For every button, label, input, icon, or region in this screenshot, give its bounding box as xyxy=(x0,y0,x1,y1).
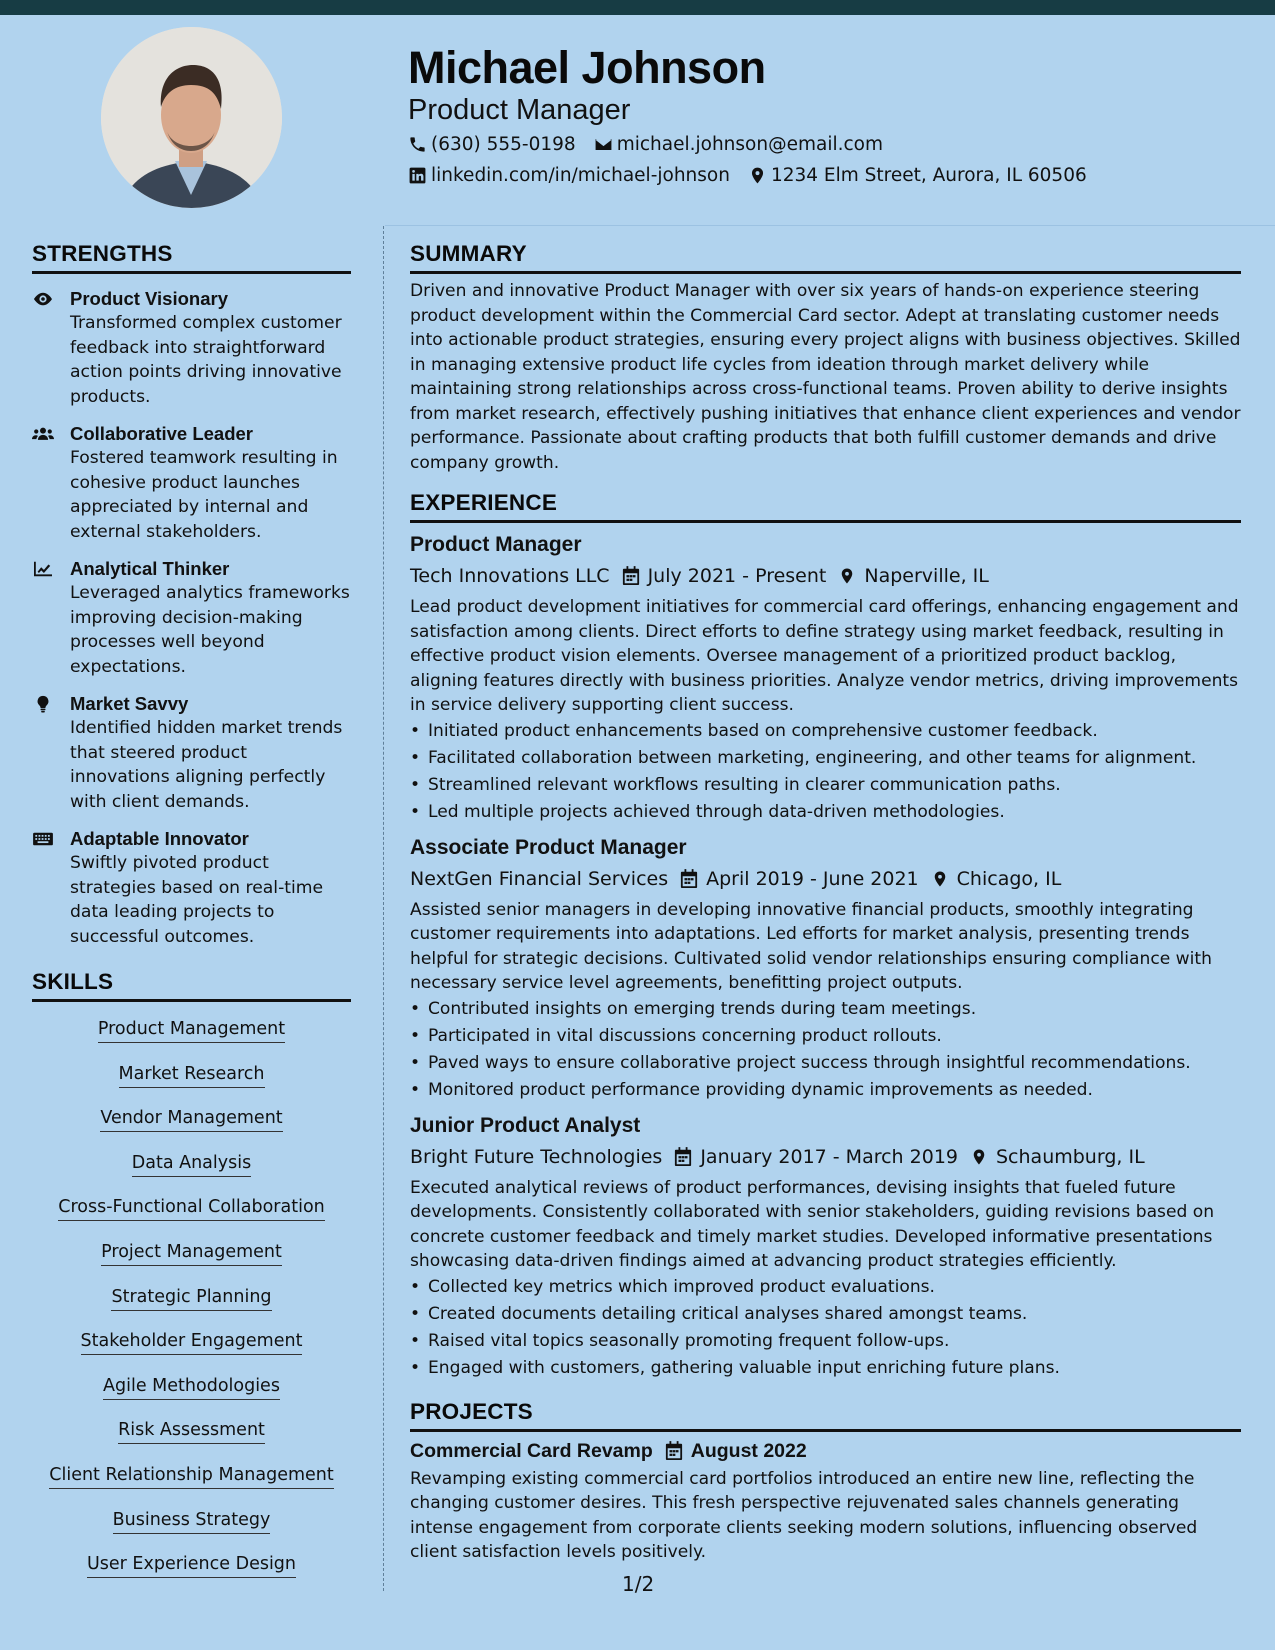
skill-tag: Vendor Management xyxy=(100,1106,282,1132)
skill-tag: Agile Methodologies xyxy=(103,1374,280,1400)
strength-title: Market Savvy xyxy=(70,693,189,714)
strength-desc: Transformed complex customer feedback into straightforward action points driving innovative products. xyxy=(70,313,342,407)
strength-item xyxy=(32,422,351,544)
strength-desc: Leveraged analytics frameworks improving decision-making processes well beyond expectations. xyxy=(70,583,350,677)
experience-heading: EXPERIENCE xyxy=(410,490,1241,523)
projects-heading: PROJECTS xyxy=(410,1399,1241,1432)
strength-desc: Swiftly pivoted product strategies based on real-time data leading projects to successful outcomes. xyxy=(70,853,324,947)
strengths-heading: STRENGTHS xyxy=(32,241,351,274)
company-name: NextGen Financial Services xyxy=(410,867,669,890)
skills-heading: SKILLS xyxy=(32,969,351,1002)
skill-tag: Strategic Planning xyxy=(111,1285,271,1311)
contact-row-1 xyxy=(408,134,901,155)
job-dates: January 2017 - March 2019 xyxy=(700,1145,958,1168)
list-item: • Contributed insights on emerging trends during team meetings. xyxy=(410,996,1241,1023)
address-item xyxy=(748,165,1087,186)
skill-tag: Data Analysis xyxy=(132,1151,251,1177)
strength-item xyxy=(32,827,351,949)
skill-tag: Stakeholder Engagement xyxy=(81,1329,303,1355)
job-entry xyxy=(410,835,1241,1104)
job-description: Executed analytical reviews of product performances, devising insights that fueled future developments. Consistently collaborated with senior stakeholders, guiding revisions based on concrete customer feedback and timely market studies. Developed informative presentations showcasing data-driven findings aimed at advancing product strategies efficiently. xyxy=(410,1177,1215,1271)
job-bullets xyxy=(410,996,1241,1104)
top-bar xyxy=(0,0,1275,15)
job-location: Chicago, IL xyxy=(956,867,1062,890)
calendar-icon xyxy=(665,1441,683,1461)
calendar-icon xyxy=(622,566,640,586)
header-divider xyxy=(385,225,1275,226)
map-pin-icon xyxy=(931,869,949,889)
strength-title: Collaborative Leader xyxy=(70,423,254,444)
avatar xyxy=(101,27,282,208)
person-name: Michael Johnson xyxy=(408,42,766,93)
skill-tag: Project Management xyxy=(101,1240,282,1266)
skill-tag: Business Strategy xyxy=(113,1508,271,1534)
job-bullets xyxy=(410,718,1241,826)
contact-row-2 xyxy=(408,165,1105,186)
project-description: Revamping existing commercial card portfolios introduced an entire new line, reflecting the changing customer desires. This fresh perspective rejuvenated sales channels generating intense engagement from corporate clients seeking modern solutions, influencing observed client satisfaction levels positively. xyxy=(410,1468,1198,1562)
address-text: 1234 Elm Street, Aurora, IL 60506 xyxy=(770,165,1087,186)
job-entry xyxy=(410,1113,1241,1382)
job-title: Associate Product Manager xyxy=(410,835,687,859)
job-description: Lead product development initiatives for commercial card offerings, enhancing engagement and satisfaction among clients. Direct efforts to define strategy using market feedback, resulting in effective product vision elements. Oversee management of a prioritized product backlog, aligning features directly with business priorities. Analyze vendor metrics, driving improvements in service delivery supporting client success. xyxy=(410,597,1239,715)
map-pin-icon xyxy=(838,566,856,586)
strength-item xyxy=(32,557,351,679)
strength-title: Adaptable Innovator xyxy=(70,828,249,849)
lightbulb-icon xyxy=(32,695,54,713)
left-column xyxy=(32,241,351,1592)
job-title: Junior Product Analyst xyxy=(410,1113,641,1137)
email-text[interactable]: michael.johnson@email.com xyxy=(616,134,884,155)
list-item: • Engaged with customers, gathering valuable input enriching future plans. xyxy=(410,1355,1241,1382)
calendar-icon xyxy=(674,1147,692,1167)
right-column xyxy=(410,241,1241,1565)
phone-icon xyxy=(408,135,427,154)
page-number: 1/2 xyxy=(622,1572,655,1596)
skill-tag: User Experience Design xyxy=(87,1552,296,1578)
job-dates: July 2021 - Present xyxy=(647,565,827,587)
users-icon xyxy=(32,425,54,443)
map-pin-icon xyxy=(970,1147,988,1167)
list-item: • Participated in vital discussions concerning product rollouts. xyxy=(410,1023,1241,1050)
email-item xyxy=(594,134,883,155)
list-item: • Monitored product performance providing dynamic improvements as needed. xyxy=(410,1077,1241,1104)
job-bullets xyxy=(410,1274,1241,1382)
summary-text: Driven and innovative Product Manager with over six years of hands-on experience steering product development within the Commercial Card sector. Adept at translating customer needs into actionable product strategies, ensuring every project aligns with business objectives. Skilled in managing extensive product life cycles from ideation through market delivery while maintaining strong relationships across cross-functional teams. Proven ability to derive insights from market research, effectively pushing initiatives that enhance client experiences and vendor performance. Passionate about crafting products that both fulfill customer demands and drive company growth. xyxy=(410,281,1241,473)
eye-icon xyxy=(32,290,54,308)
job-location: Naperville, IL xyxy=(864,565,989,587)
keyboard-icon xyxy=(32,830,54,848)
phone-text[interactable]: (630) 555-0198 xyxy=(431,134,576,155)
company-name: Bright Future Technologies xyxy=(410,1145,663,1168)
project-title: Commercial Card Revamp xyxy=(410,1439,653,1462)
list-item: • Paved ways to ensure collaborative project success through insightful recommendations. xyxy=(410,1050,1241,1077)
project-date: August 2022 xyxy=(690,1439,807,1462)
list-item: • Led multiple projects achieved through data-driven methodologies. xyxy=(410,799,1241,826)
strength-item xyxy=(32,287,351,409)
skill-tag: Product Management xyxy=(98,1017,285,1043)
list-item: • Streamlined relevant workflows resulting in clearer communication paths. xyxy=(410,772,1241,799)
job-meta xyxy=(410,866,1241,892)
job-meta xyxy=(410,563,1241,589)
skill-tag: Risk Assessment xyxy=(118,1418,265,1444)
list-item: • Raised vital topics seasonally promoting frequent follow-ups. xyxy=(410,1328,1241,1355)
skill-tag: Market Research xyxy=(119,1062,265,1088)
profile-photo xyxy=(101,27,282,208)
job-title: Product Manager xyxy=(410,533,582,556)
project-entry xyxy=(410,1440,1241,1565)
map-pin-icon xyxy=(748,166,767,185)
company-name: Tech Innovations LLC xyxy=(410,565,610,587)
chart-line-icon xyxy=(32,560,54,578)
job-title-header: Product Manager xyxy=(408,94,631,126)
project-header xyxy=(410,1440,1241,1463)
column-divider xyxy=(383,226,384,1591)
strength-desc: Fostered teamwork resulting in cohesive product launches appreciated by internal and external stakeholders. xyxy=(70,448,338,542)
strength-item xyxy=(32,692,351,814)
list-item: • Facilitated collaboration between marketing, engineering, and other teams for alignment. xyxy=(410,745,1241,772)
list-item: • Initiated product enhancements based on comprehensive customer feedback. xyxy=(410,718,1241,745)
strength-title: Analytical Thinker xyxy=(70,558,230,579)
skill-tag: Cross-Functional Collaboration xyxy=(58,1195,325,1221)
linkedin-icon xyxy=(408,166,427,185)
linkedin-item xyxy=(408,165,730,186)
list-item: • Collected key metrics which improved product evaluations. xyxy=(410,1274,1241,1301)
envelope-icon xyxy=(594,135,613,154)
skill-tag: Client Relationship Management xyxy=(49,1463,334,1489)
phone-item xyxy=(408,134,576,155)
strength-title: Product Visionary xyxy=(70,288,228,309)
calendar-icon xyxy=(680,869,698,889)
summary-heading: SUMMARY xyxy=(410,241,1241,274)
job-dates: April 2019 - June 2021 xyxy=(706,867,919,890)
list-item: • Created documents detailing critical analyses shared amongst teams. xyxy=(410,1301,1241,1328)
skill-list xyxy=(32,1012,351,1592)
job-location: Schaumburg, IL xyxy=(996,1145,1145,1168)
job-meta xyxy=(410,1144,1241,1170)
linkedin-text[interactable]: linkedin.com/in/michael-johnson xyxy=(431,165,730,186)
strength-desc: Identified hidden market trends that steered product innovations aligning perfectly with client demands. xyxy=(70,718,343,812)
job-description: Assisted senior managers in developing innovative financial products, smoothly integrating customer requirements into adaptations. Led efforts for market analysis, presenting trends helpful for strategic decisions. Cultivated solid vendor relationships ensuring compliance with necessary service level agreements, benefitting project outputs. xyxy=(410,899,1212,993)
job-entry xyxy=(410,532,1241,826)
